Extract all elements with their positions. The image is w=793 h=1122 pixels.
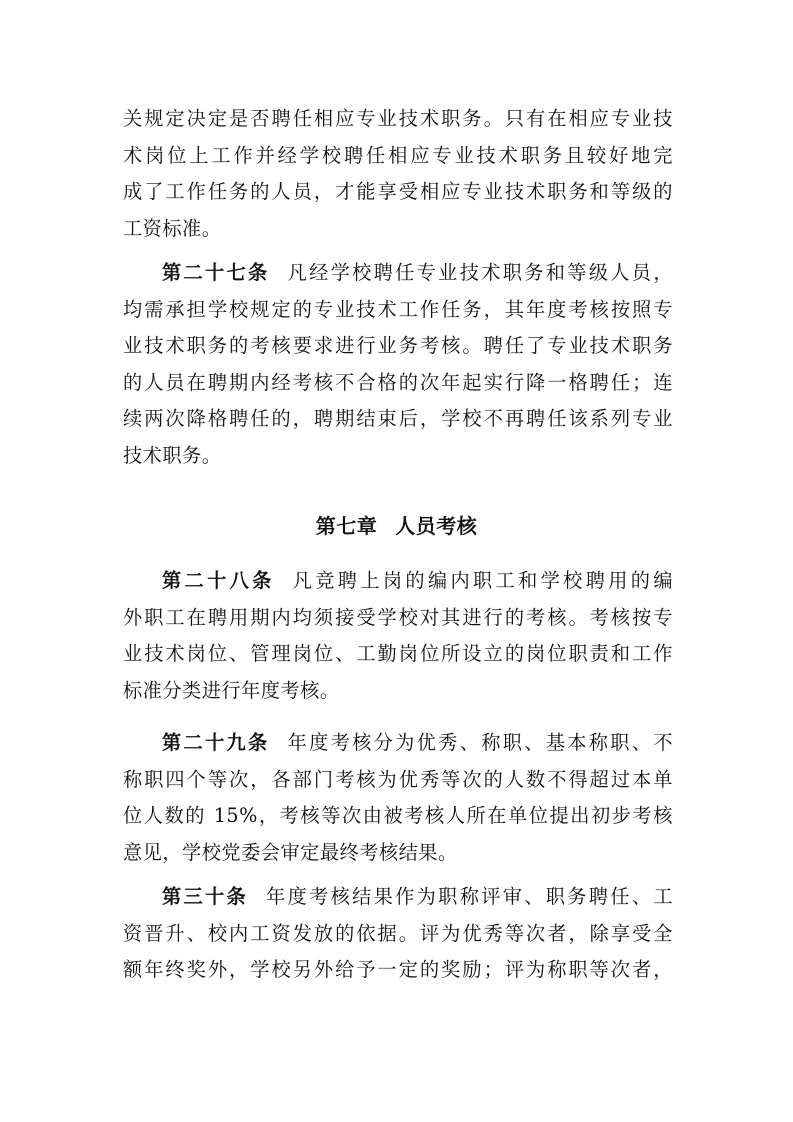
text-line: 年度考核分为优秀、称职、基本称职、不 — [287, 731, 674, 754]
article-number: 第三十条 — [162, 885, 249, 908]
text-line: 工资标准。 — [123, 216, 222, 240]
article-first-line — [123, 725, 673, 762]
text-line: 术岗位上工作并经学校聘任相应专业技术职务且较好地完 — [123, 143, 673, 167]
article-28 — [123, 563, 673, 709]
article-27 — [123, 255, 673, 474]
text-line: 年度考核结果作为职称评审、职务聘任、工 — [266, 885, 674, 908]
text-line: 额年终奖外，学校另外给予一定的奖励；评为称职等次者， — [123, 958, 673, 981]
article-first-line — [123, 563, 673, 600]
article-first-line — [123, 255, 673, 292]
text-line: 标准分类进行年度考核。 — [123, 678, 340, 702]
text-line: 位人数的 15%，考核等次由被考核人所在单位提出初步考核 — [123, 804, 673, 827]
text-line: 的人员在聘期内经考核不合格的次年起实行降一格聘任；连 — [123, 370, 673, 394]
text-line: 续两次降格聘任的，聘期结束后，学校不再聘任该系列专业 — [123, 407, 673, 430]
text-line: 均需承担学校规定的专业技术工作任务，其年度考核按照专 — [123, 297, 673, 321]
article-number: 第二十七条 — [162, 261, 270, 284]
text-line: 资晋升、校内工资发放的依据。评为优秀等次者，除享受全 — [123, 921, 673, 945]
chapter-heading — [0, 510, 793, 539]
text-line: 技术职务。 — [123, 443, 222, 467]
text-line: 意见，学校党委会审定最终考核结果。 — [123, 840, 458, 864]
text-line: 关规定决定是否聘任相应专业技术职务。只有在相应专业技 — [123, 107, 673, 130]
paragraph-continuation — [123, 101, 673, 247]
article-30 — [123, 879, 673, 989]
article-first-line — [123, 879, 673, 916]
article-number: 第二十九条 — [162, 731, 270, 754]
article-number: 第二十八条 — [162, 569, 275, 592]
text-line: 凡竞聘上岗的编内职工和学校聘用的编 — [292, 569, 674, 592]
text-line: 成了工作任务的人员，才能享受相应专业技术职务和等级的 — [123, 180, 673, 203]
chapter-number: 第七章 — [315, 514, 378, 538]
text-line: 凡经学校聘任专业技术职务和等级人员， — [287, 261, 674, 284]
article-29 — [123, 725, 673, 871]
text-line: 称职四个等次，各部门考核为优秀等次的人数不得超过本单 — [123, 767, 673, 791]
text-line: 业技术岗位、管理岗位、工勤岗位所设立的岗位职责和工作 — [123, 642, 673, 665]
text-line: 外职工在聘用期内均须接受学校对其进行的考核。考核按专 — [123, 605, 673, 629]
text-line: 业技术职务的考核要求进行业务考核。聘任了专业技术职务 — [123, 334, 673, 357]
chapter-title: 人员考核 — [395, 514, 478, 538]
